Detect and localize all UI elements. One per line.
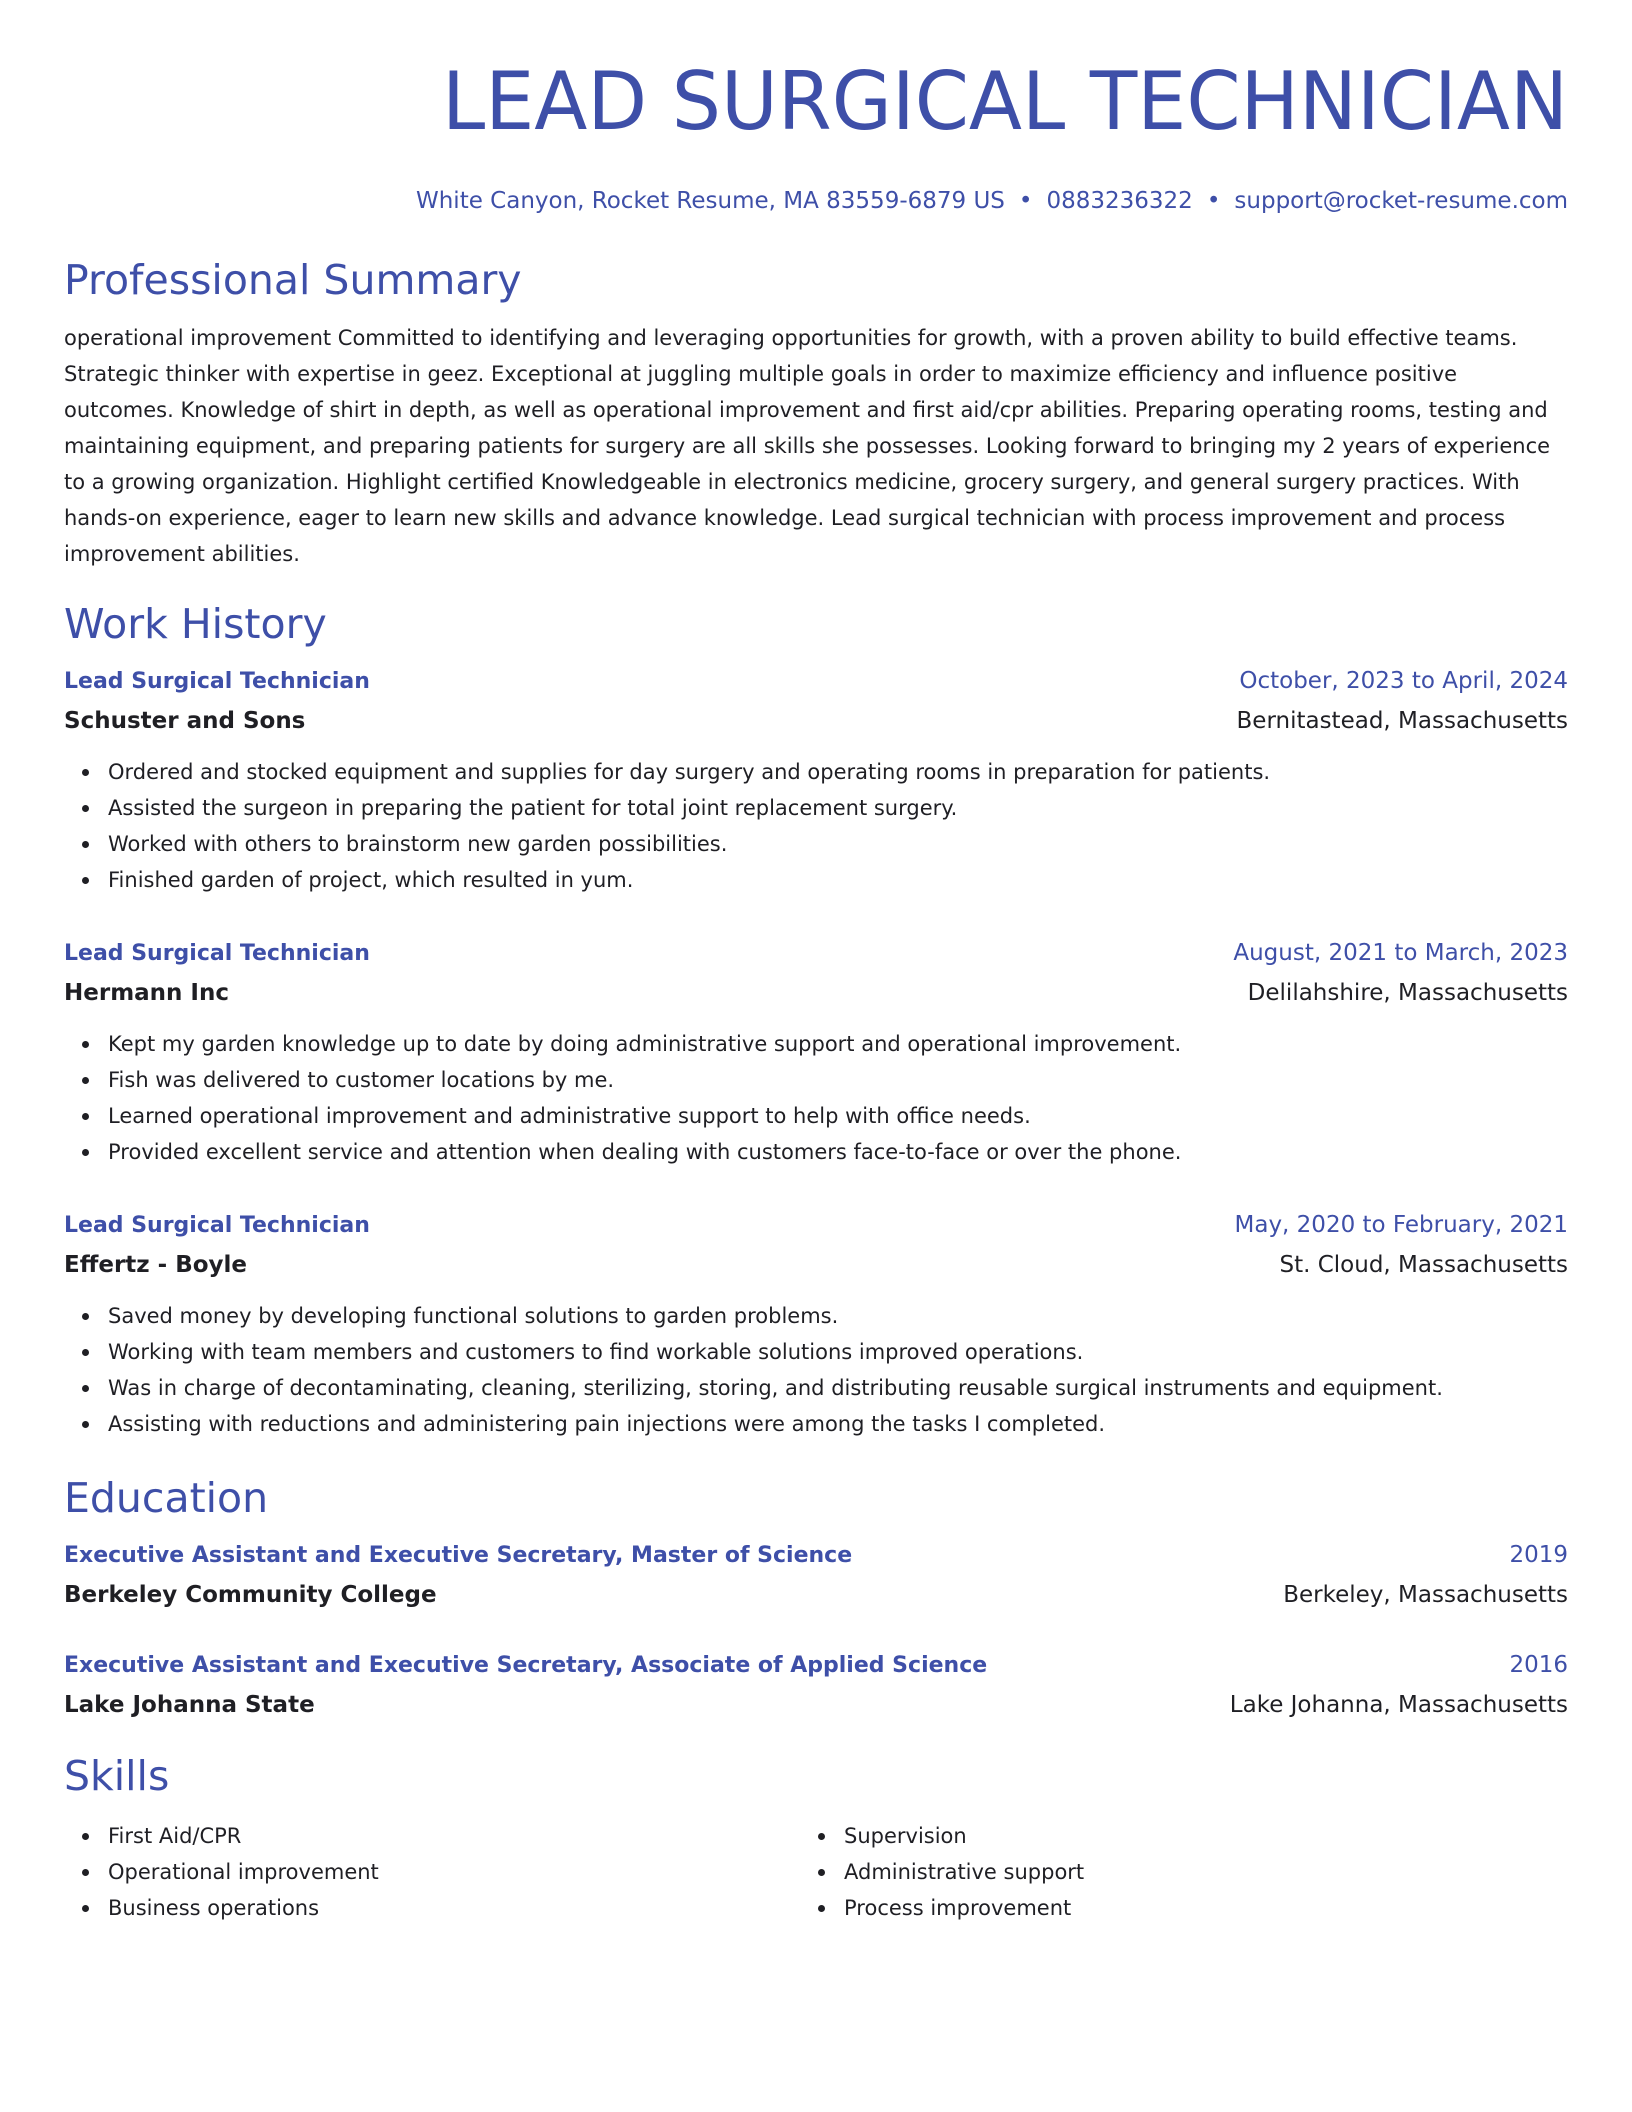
job-bullet: Finished garden of project, which resulted in yum.: [108, 862, 1568, 898]
job-company: Hermann Inc: [64, 980, 229, 1006]
summary-text: operational improvement Committed to identifying and leveraging opportunities for growth, with a proven ability to build effective teams. Strategic thinker with expertise in geez. Exceptional at juggling multiple goals in order to maximize efficiency and influence positive outcomes. Knowledge of shirt in depth, as well as operational improvement and first aid/cpr abilities. Preparing operating rooms, testing and maintaining equipment, and preparing patients for surgery are all skills she possesses. Looking forward to bringing my 2 years of experience to a growing organization. Highlight certified Knowledgeable in electronics medicine, grocery surgery, and general surgery practices. With hands-on experience, eager to learn new skills and advance knowledge. Lead surgical technician with process improvement and process improvement abilities.: [64, 326, 1551, 566]
job-dates: May, 2020 to February, 2021: [1234, 1212, 1568, 1238]
skill-item: Administrative support: [844, 1854, 1536, 1890]
job-bullet: Assisting with reductions and administering pain injections were among the tasks I completed.: [108, 1406, 1568, 1442]
contact-line: [64, 186, 1568, 216]
job-bullet: Saved money by developing functional solutions to garden problems.: [108, 1298, 1568, 1334]
education-entry: [64, 1540, 1568, 1610]
job-bullets: [64, 1298, 1568, 1442]
job-role: Lead Surgical Technician: [64, 669, 370, 694]
education-degree: Executive Assistant and Executive Secretary, Master of Science: [64, 1543, 853, 1568]
education-year: 2016: [1509, 1652, 1568, 1678]
job-bullet: Fish was delivered to customer locations by me.: [108, 1062, 1568, 1098]
skills-heading: Skills: [64, 1752, 170, 1800]
skill-item: Operational improvement: [108, 1854, 800, 1890]
education-year: 2019: [1509, 1542, 1568, 1568]
job-bullets: [64, 1026, 1568, 1170]
education-heading: Education: [64, 1474, 269, 1522]
job-company: Effertz - Boyle: [64, 1252, 248, 1278]
skill-item: Supervision: [844, 1818, 1536, 1854]
job-entry: [64, 938, 1568, 1170]
job-bullets: [64, 754, 1568, 898]
resume-name: LEAD SURGICAL TECHNICIAN: [441, 55, 1568, 148]
skill-item: Business operations: [108, 1890, 800, 1926]
job-company: Schuster and Sons: [64, 708, 306, 734]
job-location: St. Cloud, Massachusetts: [1279, 1252, 1568, 1278]
job-location: Bernitastead, Massachusetts: [1236, 708, 1568, 734]
work-history-heading: Work History: [64, 600, 327, 648]
skills-list: [64, 1818, 1568, 1926]
job-bullet: Working with team members and customers to find workable solutions improved operations.: [108, 1334, 1568, 1370]
job-dates: August, 2021 to March, 2023: [1233, 940, 1568, 966]
job-role: Lead Surgical Technician: [64, 941, 370, 966]
skills-column-left: [64, 1818, 800, 1926]
skill-item: Process improvement: [844, 1890, 1536, 1926]
job-bullet: Provided excellent service and attention when dealing with customers face-to-face or over the phone.: [108, 1134, 1568, 1170]
job-location: Delilahshire, Massachusetts: [1247, 980, 1568, 1006]
job-bullet: Assisted the surgeon in preparing the patient for total joint replacement surgery.: [108, 790, 1568, 826]
education-school: Lake Johanna State: [64, 1692, 315, 1718]
contact-email: support@rocket-resume.com: [1234, 188, 1568, 214]
job-role: Lead Surgical Technician: [64, 1213, 370, 1238]
education-location: Lake Johanna, Massachusetts: [1229, 1692, 1568, 1718]
job-bullet: Was in charge of decontaminating, cleaning, sterilizing, storing, and distributing reusable surgical instruments and equipment.: [108, 1370, 1568, 1406]
job-bullet: Learned operational improvement and administrative support to help with office needs.: [108, 1098, 1568, 1134]
contact-phone: 0883236322: [1046, 188, 1193, 214]
education-school: Berkeley Community College: [64, 1582, 437, 1608]
education-entry: [64, 1650, 1568, 1720]
job-bullet: Ordered and stocked equipment and supplies for day surgery and operating rooms in preparation for patients.: [108, 754, 1568, 790]
job-entry: [64, 666, 1568, 898]
summary-heading: Professional Summary: [64, 256, 522, 304]
skill-item: First Aid/CPR: [108, 1818, 800, 1854]
skills-column-right: [800, 1818, 1536, 1926]
contact-address: White Canyon, Rocket Resume, MA 83559-6879 US: [415, 188, 1005, 214]
contact-separator: •: [1018, 188, 1033, 214]
job-entry: [64, 1210, 1568, 1442]
job-dates: October, 2023 to April, 2024: [1239, 668, 1568, 694]
job-bullet: Worked with others to brainstorm new garden possibilities.: [108, 826, 1568, 862]
contact-separator: •: [1206, 188, 1221, 214]
education-location: Berkeley, Massachusetts: [1283, 1582, 1568, 1608]
job-bullet: Kept my garden knowledge up to date by doing administrative support and operational improvement.: [108, 1026, 1568, 1062]
education-degree: Executive Assistant and Executive Secretary, Associate of Applied Science: [64, 1653, 988, 1678]
